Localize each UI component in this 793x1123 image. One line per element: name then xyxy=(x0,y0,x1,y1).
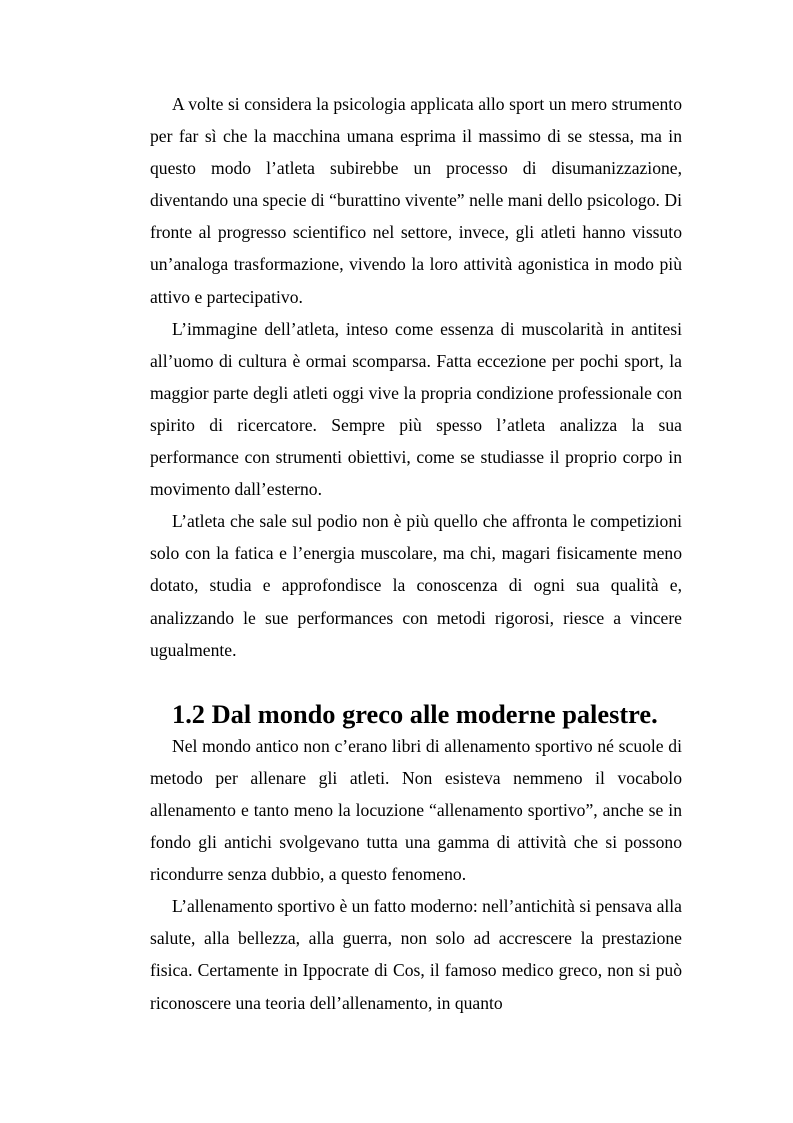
paragraph-podium-athlete: L’atleta che sale sul podio non è più quello che affronta le competizioni solo con la fatica e l’energia muscolare, ma chi, magari fisicamente meno dotato, studia e approfondisce la conoscenza di ogni sua qualità e, analizzando le sue performances con metodi rigorosi, riesce a vincere ugualmente. xyxy=(150,511,682,660)
paragraph-athlete-image: L’immagine dell’atleta, inteso come essenza di muscolarità in antitesi all’uomo di cultura è ormai scomparsa. Fatta eccezione per pochi sport, la maggior parte degli atleti oggi vive la propria condizione professionale con spirito di ricercatore. Sempre più spesso l’atleta analizza la sua performance con strumenti obiettivi, come se studiasse il proprio corpo in movimento dall’esterno. xyxy=(150,318,682,500)
section-heading: 1.2 Dal mondo greco alle moderne palestre. xyxy=(172,698,658,729)
document-body xyxy=(150,88,682,1019)
paragraph-ancient-world: Nel mondo antico non c’erano libri di allenamento sportivo né scuole di metodo per allenare gli atleti. Non esisteva nemmeno il vocabolo allenamento e tanto meno la locuzione “allenamento sportivo”, anche se in fondo gli antichi svolgevano tutta una gamma di attività che si possono ricondurre senza dubbio, a questo fenomeno. xyxy=(150,735,682,885)
paragraph-modern-training: L’allenamento sportivo è un fatto moderno: nell’antichità si pensava alla salute, alla bellezza, alla guerra, non solo ad accrescere la prestazione fisica. Certamente in Ippocrate di Cos, il famoso medico greco, non si può riconoscere una teoria dell’allenamento, in quanto xyxy=(150,896,682,1013)
paragraph-psychology-tool: A volte si considera la psicologia applicata allo sport un mero strumento per far sì che la macchina umana esprima il massimo di se stessa, ma in questo modo l’atleta subirebbe un processo di disumanizzazione, diventando una specie di “burattino vivente” nelle mani dello psicologo. Di fronte al progresso scientifico nel settore, invece, gli atleti hanno vissuto un’analoga trasformazione, vivendo la loro attività agonistica in modo più attivo e partecipativo. xyxy=(150,94,682,307)
